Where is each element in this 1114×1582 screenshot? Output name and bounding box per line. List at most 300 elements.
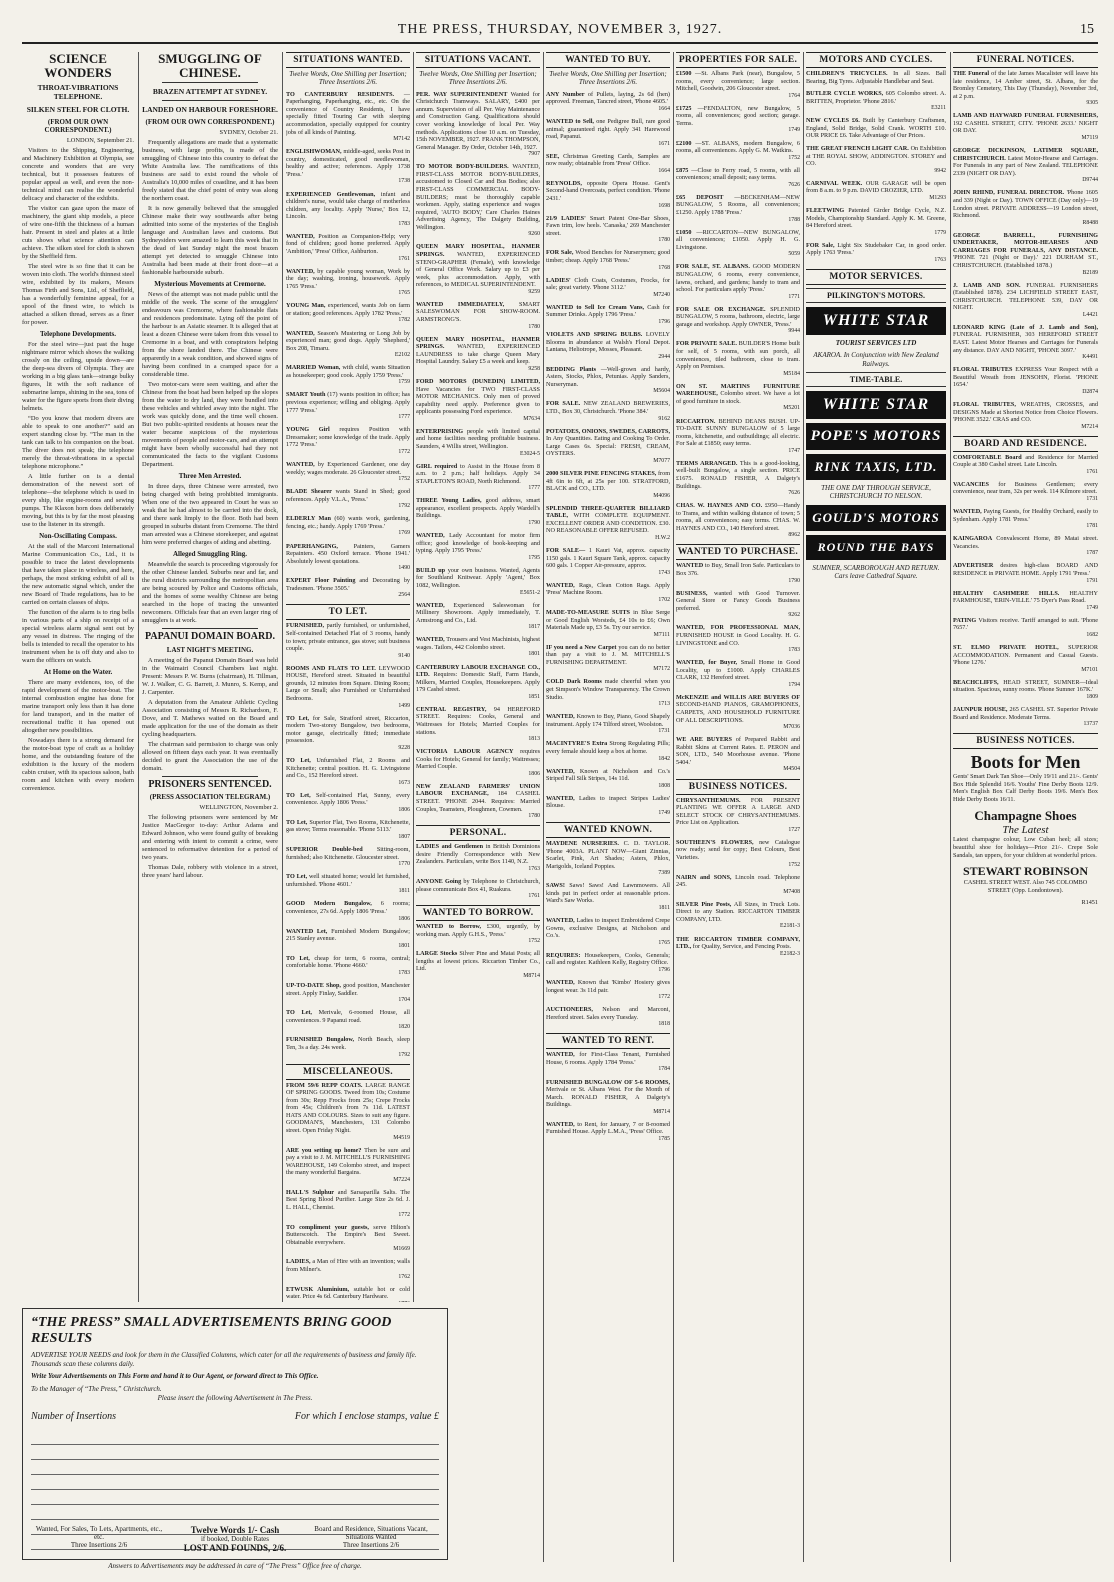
banner-to: To the Manager of “The Press,” Christchurch. [31, 1385, 162, 1394]
ad-text: Visitors receive. Tariff arranged to suit. 'Phone 7657.' [953, 616, 1098, 632]
small-ads-form [22, 1308, 448, 1560]
classified-ad [546, 952, 670, 974]
classified-ad [546, 713, 670, 735]
boots-title: Boots for Men [970, 752, 1081, 773]
ad-lead: LADIES, [286, 1258, 311, 1266]
ad-lead: ELDERLY Man [286, 515, 331, 523]
ad-lead: TO MOTOR BODY-BUILDERS. [416, 163, 509, 171]
insertions-field[interactable]: Number of Insertions [31, 1411, 116, 1423]
ad-text: Cloth Coats, Costumes, Frocks, for sale; great variety. 'Phone 3112.' [546, 276, 670, 292]
ad-lead: FROM 59/6 REPP COATS. [286, 1081, 363, 1089]
section-header: MISCELLANEOUS. [286, 1064, 410, 1080]
column-rule [543, 52, 544, 1562]
ad-text: 6 rooms; convenience, 27s 6d. Apply 1806 'Press.' [286, 900, 410, 916]
ad-lead: BUTLER CYCLE WORKS, [806, 90, 884, 98]
ad-text: with child, wants Situation as housekeeper; good cook. Apply 1759 'Press.' [286, 364, 410, 379]
ad-lead: WANTED, [546, 767, 575, 775]
ad-ref: 1671 [658, 140, 670, 147]
ad-ref: D9744 [1082, 177, 1098, 184]
banner-title: “THE PRESS” SMALL ADVERTISEMENTS BRING GOOD RESULTS [31, 1315, 392, 1346]
ad-lead: WANTED, FOR PROFESSIONAL MAN, [676, 624, 800, 632]
ad-lead: PER. WAY SUPERINTENDENT [416, 90, 508, 98]
ad-ref: 1811 [398, 888, 410, 895]
classified-ad [286, 191, 410, 228]
ad-lead: WANTED to Sell, [546, 117, 594, 125]
ad-text: experienced, wants Job on farm or station; good references. Apply 1782 'Press.' [286, 302, 410, 317]
form-line[interactable] [31, 1475, 439, 1490]
ad-lead: SMART Youth [286, 391, 326, 399]
ad-text: Sitting-room, furnished; also Kitchenette. Gloucester street. [286, 846, 410, 861]
ad-text: of Pullets, laying, 2s 6d (hen) approved. Freeman, Tancred street, 'Phone 4605.' [546, 90, 670, 106]
rate-note: Twelve Words, One Shilling per Insertion; Three Insertions 2/6. [419, 70, 537, 87]
ad-lead: FLORAL TRIBUTES [953, 366, 1013, 374]
ad-ref: M7224 [393, 1176, 410, 1183]
classified-ad [546, 644, 670, 674]
classified-ad [286, 91, 410, 143]
ad-text: by Telephone to Christchurch, please communicate Box 41, Ruakura. [416, 877, 540, 893]
classified-ad [286, 665, 410, 710]
classified-ad [286, 330, 410, 360]
ad-lead: WANTED, [546, 581, 575, 589]
champagne-title: Champagne Shoes [974, 808, 1077, 824]
ad-text: Light Six Studebaker Car, in good order. Apply 1763 'Press.' [806, 241, 946, 257]
ad-ref: M7172 [653, 666, 670, 673]
ad-ref: 9305 [1086, 100, 1098, 107]
ad-lead: NEW ZEALAND FARMERS' UNION LABOUR EXCHANGE, [416, 782, 540, 798]
classified-ad [286, 1036, 410, 1058]
divider [162, 82, 258, 83]
classified-ad [953, 508, 1098, 530]
classified-ad [676, 418, 800, 455]
column-rule [282, 52, 283, 1302]
ad-text: 184 CASHEL STREET. 'PHONE 2044. Requires: Married Couples, Teamsters, Ploughmen, Cowmen. [416, 790, 540, 813]
section-heading: Three Men Arrested. [178, 472, 242, 481]
stewart-address: CASHEL STREET WEST. Also 745 COLOMBO STREET (Opp. Londontown). [963, 879, 1088, 894]
ad-ref: 1731 [658, 728, 670, 735]
ad-lead: REQUIRES: [546, 951, 581, 959]
ad-ref: 1765 [658, 939, 670, 946]
classified-ad [953, 617, 1098, 639]
ad-ref: 1682 [1086, 631, 1098, 638]
ad-lead: THE RICCARTON TIMBER COMPANY, LTD., [676, 935, 800, 951]
ad-ref: 1769 [398, 530, 410, 537]
ad-text: FOR PRESENT PLANTING WE OFFER A LARGE AND SELECT STOCK OF CHRYSANTHEMUMS. Price List on Application. [676, 796, 800, 827]
classified-ad [546, 366, 670, 396]
classified-ad [286, 302, 410, 324]
ad-text: Wanted for Christchurch Tramways. SALARY, £400 per annum. Supervision of all Per. Way Maintenance and Construction Gang. Qualifications should cover working knowledge of local Per. Way methods. Applications close 10 a.m. on Tuesday, 15th NOVEMBER, 1927. FRANK THOMPSON, General Manager. By Order, October 14th, 1927. [416, 90, 540, 151]
ad-text: and Sarsaparilla Salts. The Best Spring Blood Purifier. Large Size 2s 6d. J. L. HALL, Chemist. [286, 1188, 410, 1212]
ad-text: —St. Albans Park (near), Bungalow, 5 rooms, every convenience; large section. Mitchell, Goodwin, 206 Gloucester street. [676, 70, 800, 93]
ad-lead: FOR SALE— [546, 547, 586, 555]
ad-ref: 1809 [1086, 693, 1098, 700]
ad-lead: WANTED, [546, 713, 575, 721]
footer-text: Board and Residence, Situations Vacant, Situations Wanted [314, 1525, 428, 1541]
classified-ad [286, 515, 410, 537]
ad-ref: K4491 [1082, 354, 1098, 361]
ad-ref: R8488 [1082, 219, 1098, 226]
classified-ad [546, 1051, 670, 1073]
ad-lead: GOOD Modern Bungalow, [286, 900, 372, 908]
ad-ref: 1763 [528, 865, 540, 872]
ad-text: Nelson and Marconi, Hereford street. Sales every Tuesday. [546, 1006, 670, 1021]
classified-ad [416, 91, 540, 159]
ad-lead: REYNOLDS, [546, 179, 582, 187]
ad-lead: BUSINESS, [676, 589, 708, 597]
ad-ref: 1788 [788, 216, 800, 223]
ad-ref: E5651-2 [520, 589, 540, 596]
ad-text: OUR GARAGE will be open from 8 a.m. to 9 p.m. DAVID CROZIER, LTD. [806, 179, 946, 195]
ad-lead: LARGE Stocks [416, 950, 458, 958]
ad-lead: WANTED, for Buyer, [676, 659, 738, 667]
paragraph: It is now generally believed that the smuggled Chinese make their way southwards after being admitted into some of the mysteries of the English language and Australian laws and customs. But Sydneysiders were amazed to learn this week that in the dead of last Sunday night the most brazen attempt yet detected to smuggle Chinese into Australia had been made at their front door—at a fashionable harbourside suburb. [142, 205, 278, 277]
ad-ref: M5604 [653, 388, 670, 395]
ad-ref: 1764 [788, 92, 800, 99]
ad-text: (60) wants work, gardening, fencing, etc.; handy. Apply 1769 'Press.' [286, 515, 410, 530]
ad-ref: 1704 [398, 997, 410, 1004]
ad-ref: 1761 [1086, 468, 1098, 475]
ad-text: Patented Girder Bridge Cycle, N.Z. Models, Championship Standard. Apply K. M. Greene, 84 Hereford street. [806, 206, 946, 230]
ad-ref: M7119 [1081, 135, 1098, 141]
ad-text: 265 CASHEL ST. Superior Private Board and Residence. Moderate Terms. [953, 705, 1098, 721]
ad-lead: NAIRN and SONS, [676, 873, 732, 881]
ad-ref: M8714 [653, 1108, 670, 1115]
ad-lead: WANTED Let, [286, 927, 328, 935]
ad-ref: M5201 [783, 405, 800, 412]
ad-lead: QUEEN MARY HOSPITAL, HANMER SPRINGS. [416, 243, 540, 259]
footer-text: Three Insertions 2/6 [70, 1541, 128, 1549]
ad-lead: EXPERIENCED Gentlewoman, [286, 190, 376, 198]
ad-lead: EXPERT Floor Painting [286, 577, 356, 585]
section-header: TO LET. [286, 604, 410, 620]
ad-lead: LADIES and Gentlemen [416, 843, 484, 851]
ad-lead: UP-TO-DATE Shop, [286, 982, 341, 990]
ad-lead: BEDDING Plants [546, 365, 597, 373]
ad-lead: TO CANTERBURY RESIDENTS. [286, 90, 395, 98]
classified-ad [953, 562, 1098, 584]
classified-ad [806, 207, 946, 237]
classified-ad [953, 282, 1098, 319]
ad-lead: VICTORIA LABOUR AGENCY [416, 748, 514, 756]
classified-ad [416, 843, 540, 873]
ad-ref: 1784 [658, 1066, 670, 1073]
column-rule [673, 52, 674, 1562]
ad-ref: 1801 [528, 651, 540, 658]
ad-text: Trousers and Vest Machinists, highest wages. Tailors, 442 Colombo street. [416, 636, 540, 651]
ad-ref: 1499 [398, 702, 410, 709]
ad-text: made cheerful when you get Simpson's Window Transparency. The Crown Studio. [546, 678, 670, 701]
classified-ad [416, 923, 540, 945]
ad-ref: 1763 [934, 256, 946, 263]
ad-ref: 1808 [658, 782, 670, 789]
ad-text: EXPRESS Your Respect with a Beautiful Wreath from JENSOHN, Florist. 'PHONE 1654.' [953, 366, 1098, 389]
classified-ad [416, 636, 540, 658]
ad-text: Have Vacancies for TWO FIRST-CLASS MOTOR MECHANICS. Only men of proved capability need apply. Preference given to applicants possessing Ford experience. [416, 385, 540, 416]
ad-ref: H.W.2 [655, 534, 670, 541]
ad-lead: MACINTYRE'S Extra [546, 740, 608, 748]
classified-ad [286, 233, 410, 263]
section-header: MOTOR SERVICES. [806, 269, 946, 285]
ad-ref: 1761 [528, 893, 540, 900]
ad-text: North Beach, sleep Ten, 3s a day. 24s week. [286, 1036, 410, 1051]
footer-text: if booked, Double Rates [200, 1535, 270, 1543]
ad-lead: WANTED to Sell Ice Cream Vans, [546, 303, 645, 311]
ad-text: serve Hilton's Butterscotch. The Empire's Best Sweet. Obtainable everywhere. [286, 1223, 410, 1246]
ad-text: wanted with Good Turnover. General Store or Fancy Goods Business preferred. [676, 589, 800, 612]
ad-text: for Quality, Service, and Fencing Posts. [692, 943, 792, 951]
ad-ref: E2102 [394, 352, 410, 359]
paragraph: Two motor-cars were seen waiting, and after the Chinese from the boat had been helped up the slopes from the water to dry land, they were bundled into these vehicles and whirled away into the night. The work was quickly done, and the time well chosen. But two public-spirited residents at houses near the water became suspicious of the mysterious movements of people and motor-cars, and an attempt might have been wholly successful had they not communicated the facts to the vigilant Customs Department. [142, 381, 278, 469]
form-line[interactable] [31, 1490, 439, 1505]
ad-ref: 1792 [398, 503, 410, 510]
ad-lead: THE Funeral [953, 70, 990, 77]
footer-text: LOST AND FOUNDS, 2/6. [183, 1543, 287, 1553]
ad-text: Ladies to inspect Embroidered Crepe Gowns, exclusive Designs, at Nicholson and Co.'s. [546, 917, 670, 940]
ad-text: partly furnished, or unfurnished, Self-contained Detached Flat of 3 rooms, handy to town; private entrance, gas stove; suit business couple. [286, 622, 410, 653]
section-header: SITUATIONS VACANT. [416, 52, 540, 68]
column-rule [803, 52, 804, 1562]
byline: (FROM OUR OWN CORRESPONDENT.) [145, 118, 275, 127]
ad-lead: WANTED [676, 562, 704, 570]
ad-lead: THE GREAT FRENCH LIGHT CAR. [806, 145, 909, 152]
ad-text: of the late James Macalister will leave his late residence, 14 Amber street, St. Albans, for the Bromley Cemetery, This Day (Thursday), November 3rd, at 2 p.m. [953, 70, 1098, 100]
classified-ad [286, 577, 410, 599]
ad-ref: M7036 [783, 724, 800, 731]
ad-ref: 1785 [658, 1135, 670, 1142]
ad-ref: 1818 [658, 1021, 670, 1028]
ad-lead: ANYONE Going [416, 877, 462, 885]
paragraph: A deputation from the Amateur Athletic Cycling Association consisting of Messrs R. Richardson, F. Dove, and T. Mathews waited on the Board and made application for the use of the domain as their cycling headquarters. [142, 698, 278, 738]
ad-ref: 1698 [658, 202, 670, 209]
classified-ad [546, 215, 670, 245]
ad-text: people with limited capital and home facilities needing profitable business. Saunders, 4 Willis street, Wellington. [416, 427, 540, 450]
column-rule [413, 52, 414, 1302]
classified-ad [546, 678, 670, 708]
form-line[interactable] [31, 1445, 439, 1460]
ad-ref: 1779 [934, 229, 946, 236]
ad-text: Saws! Saws! And Lawnmowers. All kinds put in perfect order at reasonable prices. Ward's Saw Works. [546, 882, 670, 905]
article-subtitle: SILKEN STEEL FOR CLOTH. [26, 105, 130, 115]
ad-text: cheap for term, 6 rooms, central; comfortable home. 'Phone 4660.' [286, 954, 410, 970]
ad-ref: 1772 [398, 1211, 410, 1218]
section-header: PERSONAL. [416, 825, 540, 841]
ad-lead: ANY Number [546, 90, 585, 98]
ad-text: BEHIND DEANS BUSH. UP-TO-DATE SUNNY BUNGALOW of 5 large rooms, kitchenette, and outbuildings; all electric. For Sale at £1850; easy terms. [676, 417, 800, 448]
ad-ref: 1702 [658, 596, 670, 603]
ad-lead: JOHN RHIND, FUNERAL DIRECTOR. [953, 189, 1065, 197]
ad-ref: 1790 [788, 577, 800, 584]
classified-ad [676, 383, 800, 413]
section-heading: At Home on the Water. [43, 668, 113, 677]
ad-text: from 4ft 6in to 6ft, at 25s per 100. STRATFORD, BLACK and CO., LTD. [546, 469, 670, 493]
classified-ad [416, 336, 540, 373]
ad-text: Superior Flat, Two Rooms, Kitchenette, gas stove; Terms reasonable. 'Phone 5113.' [286, 818, 410, 834]
ad-lead: SILVER Pine Posts, [676, 900, 732, 908]
classified-ad [806, 242, 946, 264]
classified-ad [286, 757, 410, 787]
ad-lead: CENTRAL REGISTRY, [416, 705, 487, 713]
ad-text: WREATHS, CROSSES, and DESIGNS Made at Shortest Notice from Choice Flowers. 'PHONE 3522.' CRAS and CO. [953, 400, 1098, 424]
ad-ref: 1794 [788, 681, 800, 688]
divider [162, 628, 258, 629]
section-header: SITUATIONS WANTED. [286, 52, 410, 68]
classified-ad [286, 488, 410, 510]
ad-lead: COMFORTABLE Board [953, 453, 1022, 461]
ad-ref: E2182-3 [780, 950, 800, 957]
ad-lead: WE ARE BUYERS [676, 736, 732, 744]
ad-lead: £65 DEPOSIT [676, 193, 724, 201]
ad-ref: 1752 [528, 938, 540, 945]
stewart-ref: R1451 [1081, 899, 1098, 907]
rate-note: Twelve Words, One Shilling per Insertion; Three Insertions 2/6. [289, 70, 407, 87]
ad-lead: COLD Dark Rooms [546, 678, 602, 686]
ad-text: HEAD STREET, SUMNER—Ideal situation. Spacious, sunny rooms. 'Phone Sumner 167K.' [953, 678, 1098, 694]
pilkington-header: PILKINGTON'S MOTORS. [806, 288, 946, 303]
paragraph: Meanwhile the search is proceeding vigorously for the other Chinese landed. Suburbs near and far, and the rural districts surrounding the metropolitan area are being scoured by Police and Customs officials, and the homes of some wealthy Chinese are being searched in the hope of tracing the unwanted newcomers. Officials fear that an even larger ring of smugglers is at work. [142, 561, 278, 625]
classified-ad [953, 679, 1098, 701]
ad-ref: 1801 [398, 942, 410, 949]
ad-ref: 1761 [398, 255, 410, 262]
dateline: WELLINGTON, November 2. [199, 804, 278, 812]
classified-ad [953, 454, 1098, 476]
akaroa-note: AKAROA. In Conjunction with New Zealand Railways. [813, 351, 939, 368]
ad-text: good position, Manchester street. Apply Finlay, Saddler. [286, 982, 410, 997]
classified-ad [416, 748, 540, 778]
ad-ref: 1747 [788, 447, 800, 454]
ad-lead: WANTED, [546, 1051, 575, 1059]
form-line[interactable] [31, 1430, 439, 1445]
ad-ref: B2189 [1082, 269, 1098, 276]
classified-ad [286, 792, 410, 814]
ad-text: Housekeepers, Cooks, Generals; call and register. Kathleen Kelly, Registry Office. [546, 951, 670, 967]
ad-lead: LADIES' [546, 276, 571, 284]
ad-ref: 1783 [788, 647, 800, 654]
classified-ad [676, 590, 800, 620]
ad-ref: 1851 [528, 693, 540, 700]
ad-ref: 1795 [528, 554, 540, 561]
classified-ad [953, 706, 1098, 728]
ad-lead: SUPERIOR Double-bed [286, 846, 363, 854]
ad-ref: M7101 [1081, 666, 1098, 673]
ad-ref: 1762 [398, 1273, 410, 1280]
champagne-sub: The Latest [1002, 824, 1049, 837]
ad-text: a Man of Hire with an invention; walls from Milner's. [286, 1258, 410, 1273]
ad-text: WANTED, EXPERIENCED LAUNDRESS to take charge Queen Mary Hospital Laundry. Salary £5 a week and keep. [416, 343, 540, 366]
newspaper-title: THE PRESS, THURSDAY, NOVEMBER 3, 1927. [397, 22, 723, 37]
form-line[interactable] [31, 1460, 439, 1475]
ad-lead: ROOMS AND FLATS TO LET. [286, 664, 376, 672]
classified-ad [806, 117, 946, 140]
article-subtitle: LAST NIGHT'S MEETING. [166, 645, 254, 654]
ad-text: 'PHONE 721 (Night or Day).' 221 DURHAM ST., CHRISTCHURCH. (Established 1878.) [953, 254, 1098, 269]
ad-text: HEALTHY FARMHOUSE, 'ERIN-VILLE.' 75 Dyer's Pass Road. [953, 589, 1098, 605]
article-title: PAPANUI DOMAIN BOARD. [145, 631, 275, 643]
paragraph: News of the attempt was not made public until the middle of the week. The scene of the smugglers' endeavours was Cremorne, where fashionable flats and residences predominate. Lying off the point of the harbour is an Asiatic steamer. It is alleged that at least a dozen Chinese were taken from this vessel to Cremorne in a boat, and with conspirators helping from the shore landed there. The Chinese were apparently in a weak condition, and showed signs of having been confined in a cramped space for a considerable time. [142, 291, 278, 379]
ad-lead: MARRIED Woman, [286, 364, 341, 372]
ad-lead: TERMS ARRANGED. [676, 459, 738, 467]
ad-ref: D2874 [1082, 388, 1098, 395]
section-header: WANTED TO BUY. [546, 52, 670, 68]
paragraph: There are many evidences, too, of the rapid development of the motor-boat. The internal combustion engine has done for marine transport only less than it has done for land transport, and in the matter of recreational traffic it has opened out altogether new possibilities. [22, 679, 134, 735]
ad-ref: 1765 [398, 290, 410, 297]
ad-ref: 1796 [658, 318, 670, 325]
ad-lead: THREE Young Ladies, [416, 497, 482, 505]
section-heading: Mysterious Movements at Cremorne. [154, 280, 266, 289]
classified-ad [286, 873, 410, 895]
ad-text: Ladies to inspect Stripes Ladies' Blouse. [546, 794, 670, 810]
classified-ad [286, 1224, 410, 1254]
ad-text: of Prepared Rabbit and Rabbit Skins at Current Rates. E. PERON and SON, LTD., 540 Moorhouse avenue. 'Phone 5404.' [676, 736, 800, 766]
ad-ref: M7142 [393, 136, 410, 143]
ad-text: Built by Canterbury Craftsmen, England, Solid Bridge, Solid Crank. WORTH £10. OUR PRICE £6. Take Advantage of Our Prices. [806, 117, 946, 140]
classified-ad [806, 180, 946, 202]
ad-ref: 1731 [1086, 496, 1098, 502]
ad-ref: 1811 [658, 904, 670, 911]
answers-note: Answers to Advertisements may be addressed in care of “The Press” Office free of charge. [108, 1562, 362, 1570]
paragraph: The steel wire is so fine that it can be woven into cloth. The world's thinnest steel wire, exhibited by its makers, Messrs Thomas Firth and Sons, Ltd., of Sheffield, has a wonderfully feminine appeal, for a spool of the finest wire, to which is attached a silken thread, serves as a finer for power. [22, 263, 134, 327]
ad-ref: 1842 [658, 755, 670, 762]
column-funeral [953, 52, 1098, 1562]
classified-ad [953, 401, 1098, 431]
classified-ad [546, 1006, 670, 1028]
classified-ad [953, 366, 1098, 396]
ad-lead: QUEEN MARY HOSPITAL, HANMER SPRINGS. [416, 335, 540, 351]
classified-ad [953, 481, 1098, 503]
ad-ref: 9258 [528, 365, 540, 372]
ad-ref: 1743 [658, 569, 670, 576]
white-star-logo: WHITE STAR [806, 391, 946, 419]
article-title: SCIENCE WONDERS [44, 52, 112, 80]
ad-lead: AUCTIONEERS, [546, 1006, 593, 1014]
ad-text: desires high-class BOARD AND RESIDENCE in PRIVATE HOME. Apply 1791 'Press.' [953, 562, 1098, 577]
ad-ref: E2181-3 [780, 923, 800, 930]
ad-lead: HALL'S Sulphur [286, 1188, 335, 1196]
classified-ad [286, 1147, 410, 1184]
ad-lead: CANTERBURY LABOUR EXCHANGE CO., LTD. [416, 663, 540, 679]
ad-ref: 1807 [398, 834, 410, 841]
classified-ad [416, 664, 540, 701]
ad-lead: FLEETWING [806, 206, 845, 214]
classified-ad [953, 535, 1098, 557]
classified-ad [286, 426, 410, 456]
ad-text: and Residence for Married Couple at 380 Cashel street. Late Lincoln. [953, 453, 1098, 469]
rink-note: THE ONE DAY THROUGH SERVICE, CHRISTCHURCH TO NELSON. [821, 484, 931, 501]
stamps-field[interactable]: For which I enclose stamps, value £ [294, 1411, 439, 1423]
byline: (PRESS ASSOCIATION TELEGRAM.) [149, 793, 271, 802]
ad-text: LEYWOOD HOUSE, Hereford street. Situated in beautiful grounds, 12 minutes from Square. Dining Room; Large or Small; also Furnished or Unfurnished Bedrooms. [286, 664, 410, 703]
ad-text: Small Home in Good Locality, up to £1000. Apply CHARLES CLARK, 132 Hereford street. [676, 659, 800, 682]
classified-ad [286, 846, 410, 868]
ad-text: —FENDALTON, new Bungalow, 5 rooms, all conveniences; good section; garage. Terms. [676, 104, 800, 127]
ad-ref: 1783 [398, 969, 410, 976]
goulds-motors-logo: GOULD'S MOTORS [806, 505, 946, 531]
classified-ad [546, 180, 670, 210]
classified-ad [546, 582, 670, 604]
ad-lead: WANTED, [286, 460, 315, 468]
classified-ad [546, 740, 670, 762]
ad-ref: L4421 [1082, 311, 1098, 318]
classified-ad [953, 189, 1098, 226]
ad-ref: 1772 [398, 448, 410, 455]
ad-lead: ENTERPRISING [416, 427, 464, 435]
form-line[interactable] [31, 1505, 439, 1520]
ad-lead: WANTED, [286, 267, 315, 275]
ad-lead: SOUTHEEN'S FLOWERS, [676, 838, 754, 846]
ad-text: infant and children's nurse, would take charge of motherless children, any locality. Apply 'Nurse,' Box 12, Lincoln. [286, 190, 410, 221]
ad-ref: 1790 [528, 520, 540, 527]
ad-lead: BEACHCLIFFS, [953, 678, 999, 686]
ad-ref: 9942 [934, 167, 946, 174]
ad-ref: 9944 [788, 328, 800, 335]
